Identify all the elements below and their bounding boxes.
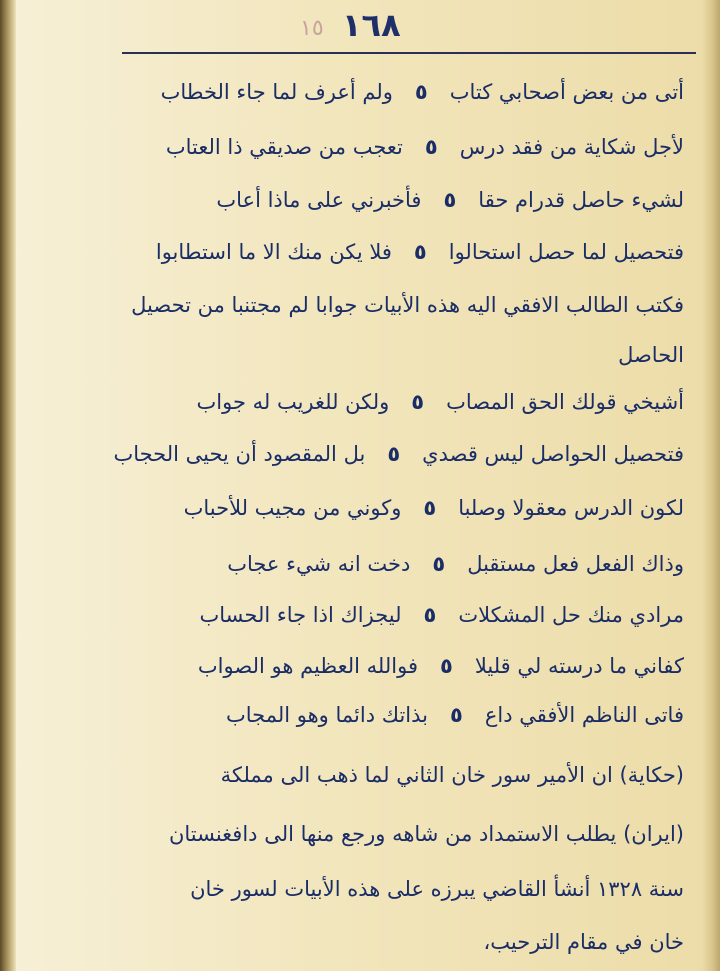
verse-hemistich-left: تعجب من صديقي ذا العتاب bbox=[165, 135, 403, 159]
verse-line: مرادي منك حل المشكلات٥ليجزاك اذا جاء الحساب bbox=[199, 603, 684, 627]
verse-line: أتى من بعض أصحابي كتاب٥ولم أعرف لما جاء الخطاب bbox=[160, 80, 684, 104]
prose-line: فكتب الطالب الافقي اليه هذه الأبيات جوابا لم مجتنبا من تحصيل bbox=[131, 293, 684, 317]
verse-hemistich-right: مرادي منك حل المشكلات bbox=[458, 603, 684, 627]
verse-line: لكون الدرس معقولا وصلبا٥وكوني من مجيب للأحباب bbox=[183, 496, 684, 520]
verse-hemistich-right: أشيخي قولك الحق المصاب bbox=[446, 390, 684, 414]
verse-line: فتحصيل لما حصل استحالوا٥فلا يكن منك الا ما استطابوا bbox=[155, 240, 684, 264]
verse-hemistich-right: فاتى الناظم الأفقي داع bbox=[484, 703, 684, 727]
prose-line: خان في مقام الترحيب، bbox=[483, 930, 684, 954]
verse-hemistich-right: لشيء حاصل قدرام حقا bbox=[478, 188, 684, 212]
verse-hemistich-left: بذاتك دائما وهو المجاب bbox=[225, 703, 428, 727]
verse-line: فتحصيل الحواصل ليس قصدي٥بل المقصود أن يحيى الحجاب bbox=[113, 442, 684, 466]
verse-hemistich-right: أتى من بعض أصحابي كتاب bbox=[449, 80, 684, 104]
verse-line: فاتى الناظم الأفقي داع٥بذاتك دائما وهو المجاب bbox=[225, 703, 684, 727]
verse-hemistich-left: ولم أعرف لما جاء الخطاب bbox=[160, 80, 393, 104]
page-number: ١٦٨ bbox=[342, 6, 401, 44]
prose-line: سنة ١٣٢٨ أنشأ القاضي يبرزه على هذه الأبيات لسور خان bbox=[190, 877, 684, 901]
verse-hemistich-right: لكون الدرس معقولا وصلبا bbox=[458, 496, 684, 520]
verse-hemistich-left: ولكن للغريب له جواب bbox=[196, 390, 390, 414]
faint-page-number: ١٥ bbox=[300, 16, 324, 41]
verse-hemistich-left: فوالله العظيم هو الصواب bbox=[197, 654, 418, 678]
verse-line: أشيخي قولك الحق المصاب٥ولكن للغريب له جواب bbox=[196, 390, 684, 414]
verse-hemistich-right: كفاني ما درسته لي قليلا bbox=[474, 654, 684, 678]
verse-line: لأجل شكاية من فقد درس٥تعجب من صديقي ذا العتاب bbox=[165, 135, 684, 159]
verse-hemistich-right: لأجل شكاية من فقد درس bbox=[459, 135, 684, 159]
verse-hemistich-left: فأخبرني على ماذا أعاب bbox=[216, 188, 422, 212]
prose-line: (ايران) يطلب الاستمداد من شاهه ورجع منها الى دافغنستان bbox=[168, 822, 684, 846]
verse-hemistich-left: ليجزاك اذا جاء الحساب bbox=[199, 603, 402, 627]
verse-hemistich-right: فتحصيل الحواصل ليس قصدي bbox=[422, 442, 684, 466]
verse-hemistich-right: وذاك الفعل فعل مستقبل bbox=[467, 552, 684, 576]
verse-line: وذاك الفعل فعل مستقبل٥دخت انه شيء عجاب bbox=[227, 552, 684, 576]
verse-hemistich-left: وكوني من مجيب للأحباب bbox=[183, 496, 402, 520]
verse-hemistich-left: فلا يكن منك الا ما استطابوا bbox=[155, 240, 392, 264]
verse-line: لشيء حاصل قدرام حقا٥فأخبرني على ماذا أعاب bbox=[216, 188, 684, 212]
prose-line: (حكاية) ان الأمير سور خان الثاني لما ذهب الى مملكة bbox=[220, 763, 684, 787]
verse-hemistich-left: دخت انه شيء عجاب bbox=[227, 552, 411, 576]
verse-hemistich-right: فتحصيل لما حصل استحالوا bbox=[448, 240, 684, 264]
verse-line: كفاني ما درسته لي قليلا٥فوالله العظيم هو الصواب bbox=[197, 654, 684, 678]
verse-hemistich-left: بل المقصود أن يحيى الحجاب bbox=[113, 442, 366, 466]
prose-line: الحاصل bbox=[618, 343, 684, 367]
